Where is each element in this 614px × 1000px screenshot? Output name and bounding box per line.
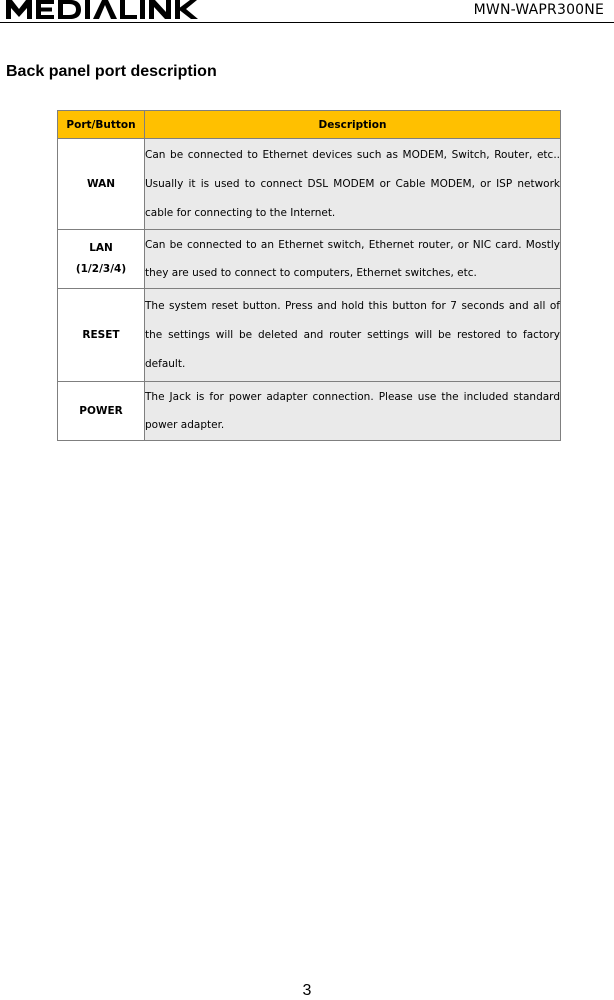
medialink-logo (6, 0, 216, 19)
port-name-detail: (1/2/3/4) (75, 263, 127, 275)
port-name-cell (58, 289, 145, 382)
port-description: Can be connected to an Ethernet switch, Ethernet router, or NIC card. Mostly they are used to connect to computers, Ethernet switches, etc. (145, 230, 561, 289)
page-number: 3 (302, 982, 312, 999)
table-row (58, 139, 561, 230)
port-name-cell (58, 230, 145, 289)
model-number: MWN-WAPR300NE (473, 2, 604, 18)
column-header-description: Description (145, 111, 561, 139)
section-title: Back panel port description (6, 63, 217, 80)
port-description: Can be connected to Ethernet devices such as MODEM, Switch, Router, etc.. Usually it is used to connect DSL MODEM or Cable MODEM, or ISP network cable for connecting to the Internet. (145, 139, 561, 230)
table-row (58, 289, 561, 382)
column-header-port: Port/Button (58, 111, 145, 139)
port-description-table (57, 110, 561, 441)
table-header-row (58, 111, 561, 139)
port-description: The system reset button. Press and hold this button for 7 seconds and all of the settings will be deleted and router settings will be restored to factory default. (145, 289, 561, 382)
page-header (0, 0, 614, 23)
port-description: The Jack is for power adapter connection. Please use the included standard power adapter. (145, 382, 561, 441)
table-row (58, 230, 561, 289)
port-name: RESET (82, 328, 120, 341)
port-name: POWER (79, 404, 123, 417)
port-name: WAN (86, 177, 116, 190)
table-row (58, 382, 561, 441)
port-name-cell (58, 139, 145, 230)
port-name: LAN (89, 242, 113, 254)
port-name-cell (58, 382, 145, 441)
